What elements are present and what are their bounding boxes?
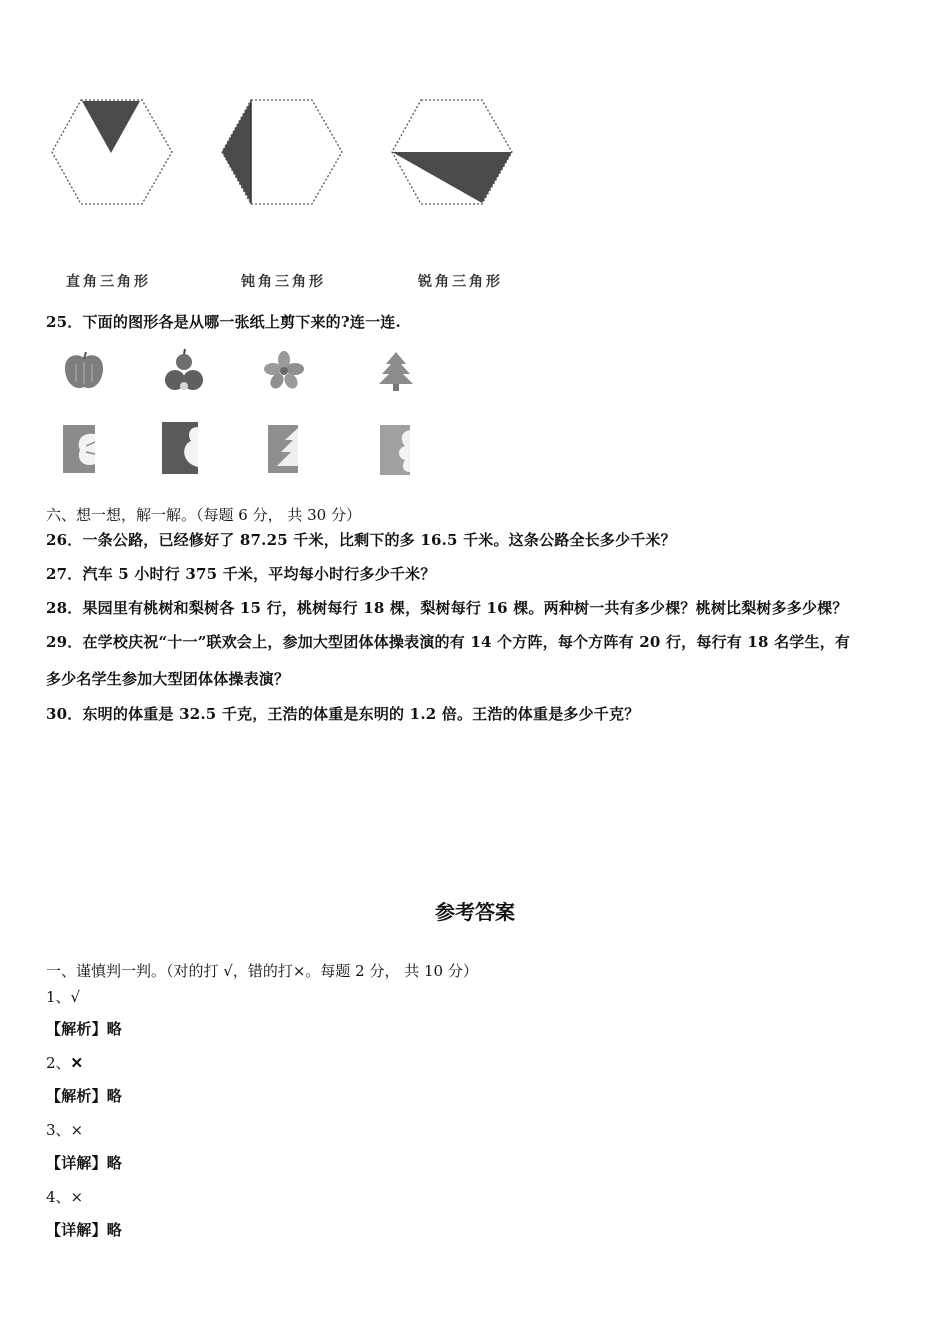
answer-item-3 [46,1119,83,1140]
apple-shape [62,350,106,392]
answer-mark: ✕ [70,1054,84,1072]
question-30: 30．东明的体重是 32.5 千克，王浩的体重是东明的 1.2 倍。王浩的体重是多少千克？ [46,705,640,723]
gourd-shape [164,348,204,394]
answer-item-4 [46,1186,83,1207]
hexagon-figure-2 [220,96,345,208]
question-28: 28．果园里有桃树和梨树各 15 行，桃树每行 18 棵，梨树每行 16 棵。两种树一共有多少棵？桃树比梨树多多少棵？ [46,599,848,617]
answer-number: 2、 [46,1054,71,1072]
question-29-continued: 多少名学生参加大型团体体操表演？ [46,670,290,688]
answer-analysis-2: 【解析】略 [46,1087,123,1105]
shaded-acute-triangle [392,152,512,203]
question-26: 26．一条公路，已经修好了 87.25 千米，比剩下的多 16.5 千米。这条公路全长多少千米？ [46,531,676,549]
answers-heading: 一、谨慎判一判。（对的打 √，错的打×。每题 2 分， 共 10 分） [46,962,478,980]
hexagon-label-2: 钝角三角形 [241,274,326,290]
paper-apple-cut [62,424,96,474]
flower-shape [262,350,306,390]
answer-mark: × [70,1121,84,1139]
answer-item-2 [46,1052,83,1073]
question-25: 25．下面的图形各是从哪一张纸上剪下来的?连一连. [46,313,401,331]
paper-tree-cut [267,424,299,474]
shaded-right-triangle [82,101,140,153]
question-27: 27．汽车 5 小时行 375 千米，平均每小时行多少千米？ [46,565,436,583]
hexagon-label-1: 直角三角形 [66,274,151,290]
answer-item-1 [46,986,80,1007]
answer-number: 3、 [46,1121,71,1139]
paper-flower-cut [379,424,411,476]
shaded-obtuse-triangle [222,101,251,203]
answer-analysis-1: 【解析】略 [46,1020,123,1038]
answer-analysis-3: 【详解】略 [46,1154,123,1172]
hexagon-figure-3 [390,96,515,208]
answer-mark: × [70,1188,84,1206]
answer-number: 4、 [46,1188,71,1206]
answer-number: 1、 [46,988,71,1006]
answer-analysis-4: 【详解】略 [46,1221,123,1239]
tree-shape [376,350,416,392]
section-6-heading: 六、想一想，解一解。（每题 6 分， 共 30 分） [46,506,361,524]
answers-title: 参考答案 [435,900,515,924]
hexagon-label-3: 锐角三角形 [418,274,503,290]
paper-gourd-cut [161,421,199,475]
question-29: 29．在学校庆祝“十一”联欢会上，参加大型团体体操表演的有 14 个方阵，每个方阵有 20 行，每行有 18 名学生，有 [46,633,851,651]
hexagon-figure-1 [50,96,175,208]
answer-mark: √ [70,988,81,1006]
